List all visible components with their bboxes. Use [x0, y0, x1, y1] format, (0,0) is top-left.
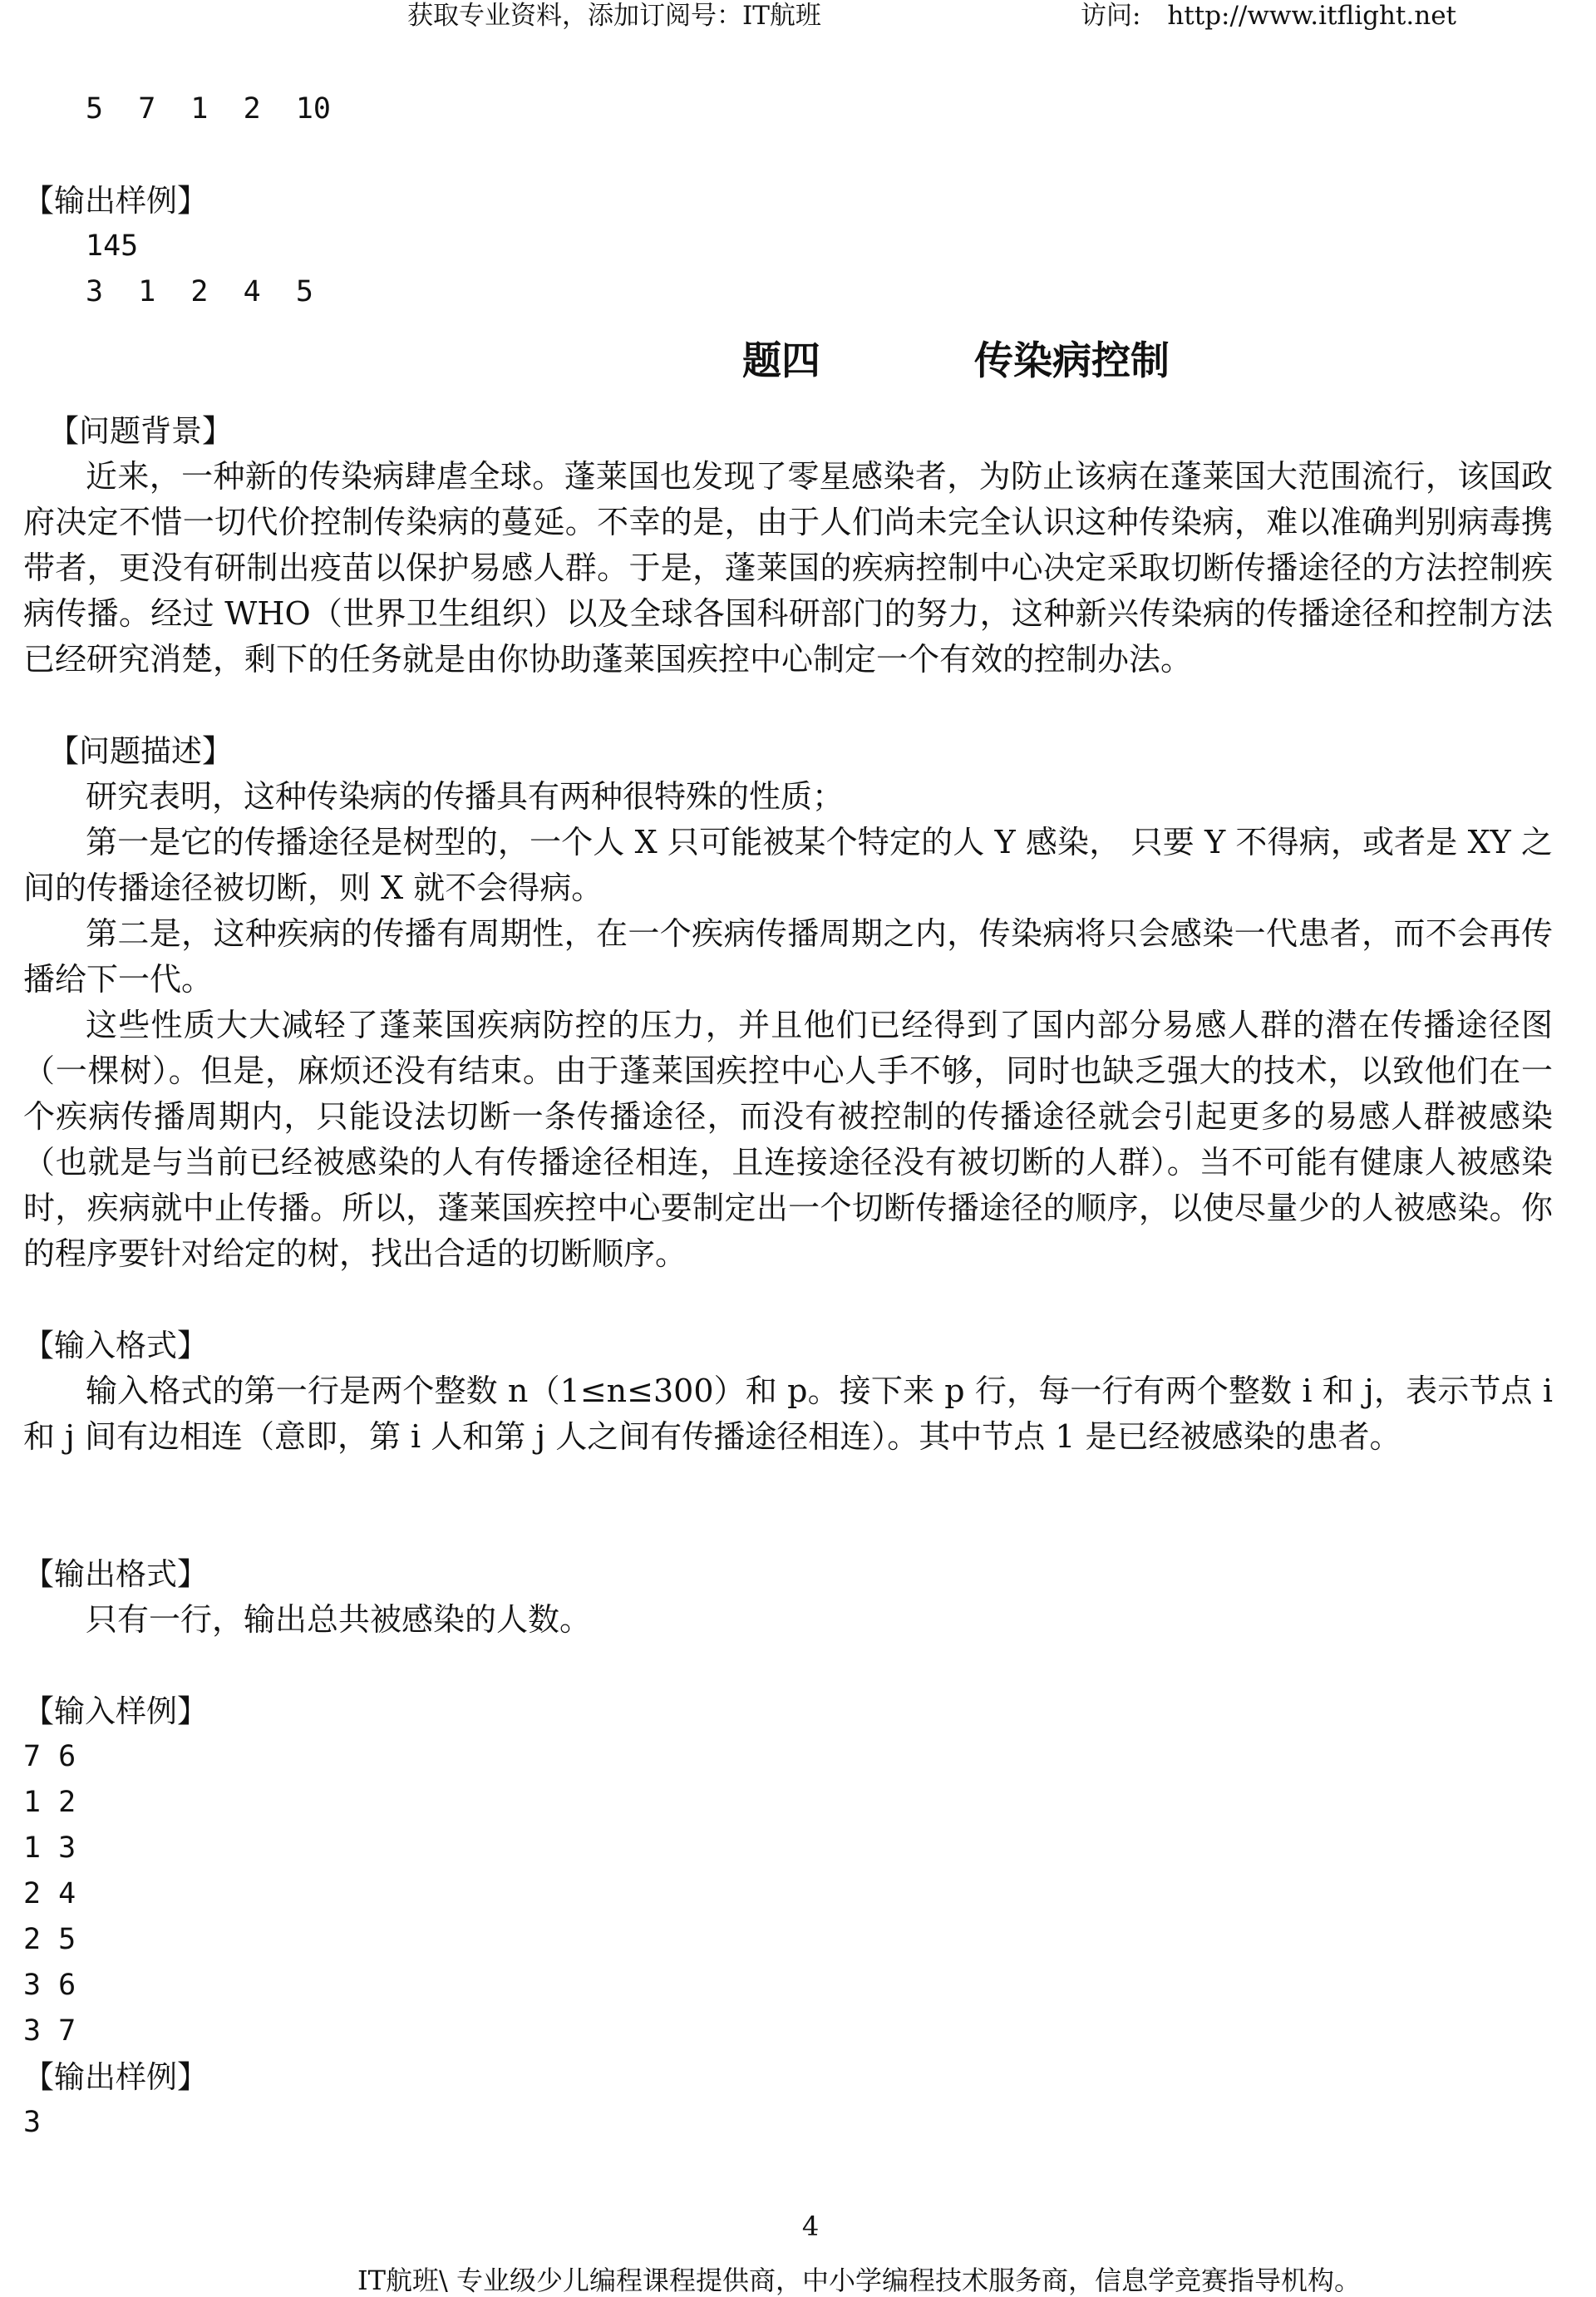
- description-section: [23, 774, 1553, 1277]
- output-format-heading: 【输出格式】: [23, 1556, 208, 1592]
- sample-input-heading: 【输入样例】: [23, 1693, 208, 1729]
- prev-output-line-1: 145: [86, 229, 139, 263]
- output-format-section: [23, 1597, 1553, 1643]
- description-paragraph-2: 第一是它的传播途径是树型的，一个人 X 只可能被某个特定的人 Y 感染， 只要 Y 不得病，或者是 XY 之间的传播途径被切断，则 X 就不会得病。: [23, 824, 1553, 906]
- input-format-text: 输入格式的第一行是两个整数 n（1≤n≤300）和 p。接下来 p 行，每一行有两个整数 i 和 j，表示节点 i 和 j 间有边相连（意即，第 i 人和第 j 人之间有传播途径相连）。其中节点 1 是已经被感染的患者。: [23, 1373, 1553, 1455]
- description-paragraph-3: 第二是，这种疾病的传播有周期性，在一个疾病传播周期之内，传染病将只会感染一代患者，而不会再传播给下一代。: [23, 915, 1553, 998]
- page-header: [0, 0, 1596, 33]
- background-section: [23, 454, 1553, 683]
- output-format-text: 只有一行，输出总共被感染的人数。: [86, 1601, 592, 1638]
- sample-input-line-2: 1 2: [23, 1786, 76, 1819]
- description-paragraph-1: 研究表明，这种传染病的传播具有两种很特殊的性质；: [86, 778, 845, 815]
- sample-output-line-1: 3: [23, 2106, 42, 2139]
- prev-output-line-2: 3 1 2 4 5: [86, 275, 313, 308]
- header-subscribe-text: 获取专业资料，添加订阅号：IT航班: [407, 1, 821, 31]
- prev-output-heading: 【输出样例】: [23, 183, 208, 219]
- sample-input-line-3: 1 3: [23, 1831, 76, 1865]
- input-format-heading: 【输入格式】: [23, 1328, 208, 1363]
- header-url-link[interactable]: http://www.itflight.net: [1167, 1, 1457, 31]
- page-footer: IT航班\ 专业级少儿编程课程提供商，中小学编程技术服务商，信息学竞赛指导机构。: [357, 2265, 1361, 2296]
- sample-input-line-7: 3 7: [23, 2014, 76, 2048]
- header-visit: [1081, 0, 1456, 32]
- sample-input-line-4: 2 4: [23, 1877, 76, 1910]
- sample-input-line-1: 7 6: [23, 1740, 76, 1773]
- problem-number: 题四: [742, 338, 820, 384]
- description-paragraph-4: 这些性质大大减轻了蓬莱国疾病防控的压力，并且他们已经得到了国内部分易感人群的潜在传播途径图（一棵树）。但是，麻烦还没有结束。由于蓬莱国疾控中心人手不够，同时也缺乏强大的技术，以致他们在一个疾病传播周期内，只能设法切断一条传播途径，而没有被控制的传播途径就会引起更多的易感人群被感染（也就是与当前已经被感染的人有传播途径相连，且连接途径没有被切断的人群）。当不可能有健康人被感染时，疾病就中止传播。所以，蓬莱国疾控中心要制定出一个切断传播途径的顺序，以使尽量少的人被感染。你的程序要针对给定的树，找出合适的切断顺序。: [23, 1007, 1553, 1272]
- header-visit-label: 访问:: [1081, 1, 1141, 31]
- prev-input-tail: 5 7 1 2 10: [86, 92, 332, 126]
- background-text: 近来，一种新的传染病肆虐全球。蓬莱国也发现了零星感染者，为防止该病在蓬莱国大范围流行，该国政府决定不惜一切代价控制传染病的蔓延。不幸的是，由于人们尚未完全认识这种传染病，难以准确判别病毒携带者，更没有研制出疫苗以保护易感人群。于是，蓬莱国的疾病控制中心决定采取切断传播途径的方法控制疾病传播。经过 WHO（世界卫生组织）以及全球各国科研部门的努力，这种新兴传染病的传播途径和控制方法已经研究消楚，剩下的任务就是由你协助蓬莱国疾控中心制定一个有效的控制办法。: [23, 458, 1553, 678]
- sample-input-line-5: 2 5: [23, 1923, 76, 1956]
- description-heading: 【问题描述】: [48, 733, 233, 769]
- page-number-text: 4: [801, 2211, 820, 2242]
- sample-output-heading: 【输出样例】: [23, 2059, 208, 2095]
- problem-title: [0, 333, 1596, 391]
- sample-input-line-6: 3 6: [23, 1969, 76, 2002]
- problem-name: 传染病控制: [974, 338, 1170, 384]
- background-heading: 【问题背景】: [48, 413, 233, 449]
- input-format-section: [23, 1368, 1553, 1460]
- page-number: [0, 2210, 1596, 2243]
